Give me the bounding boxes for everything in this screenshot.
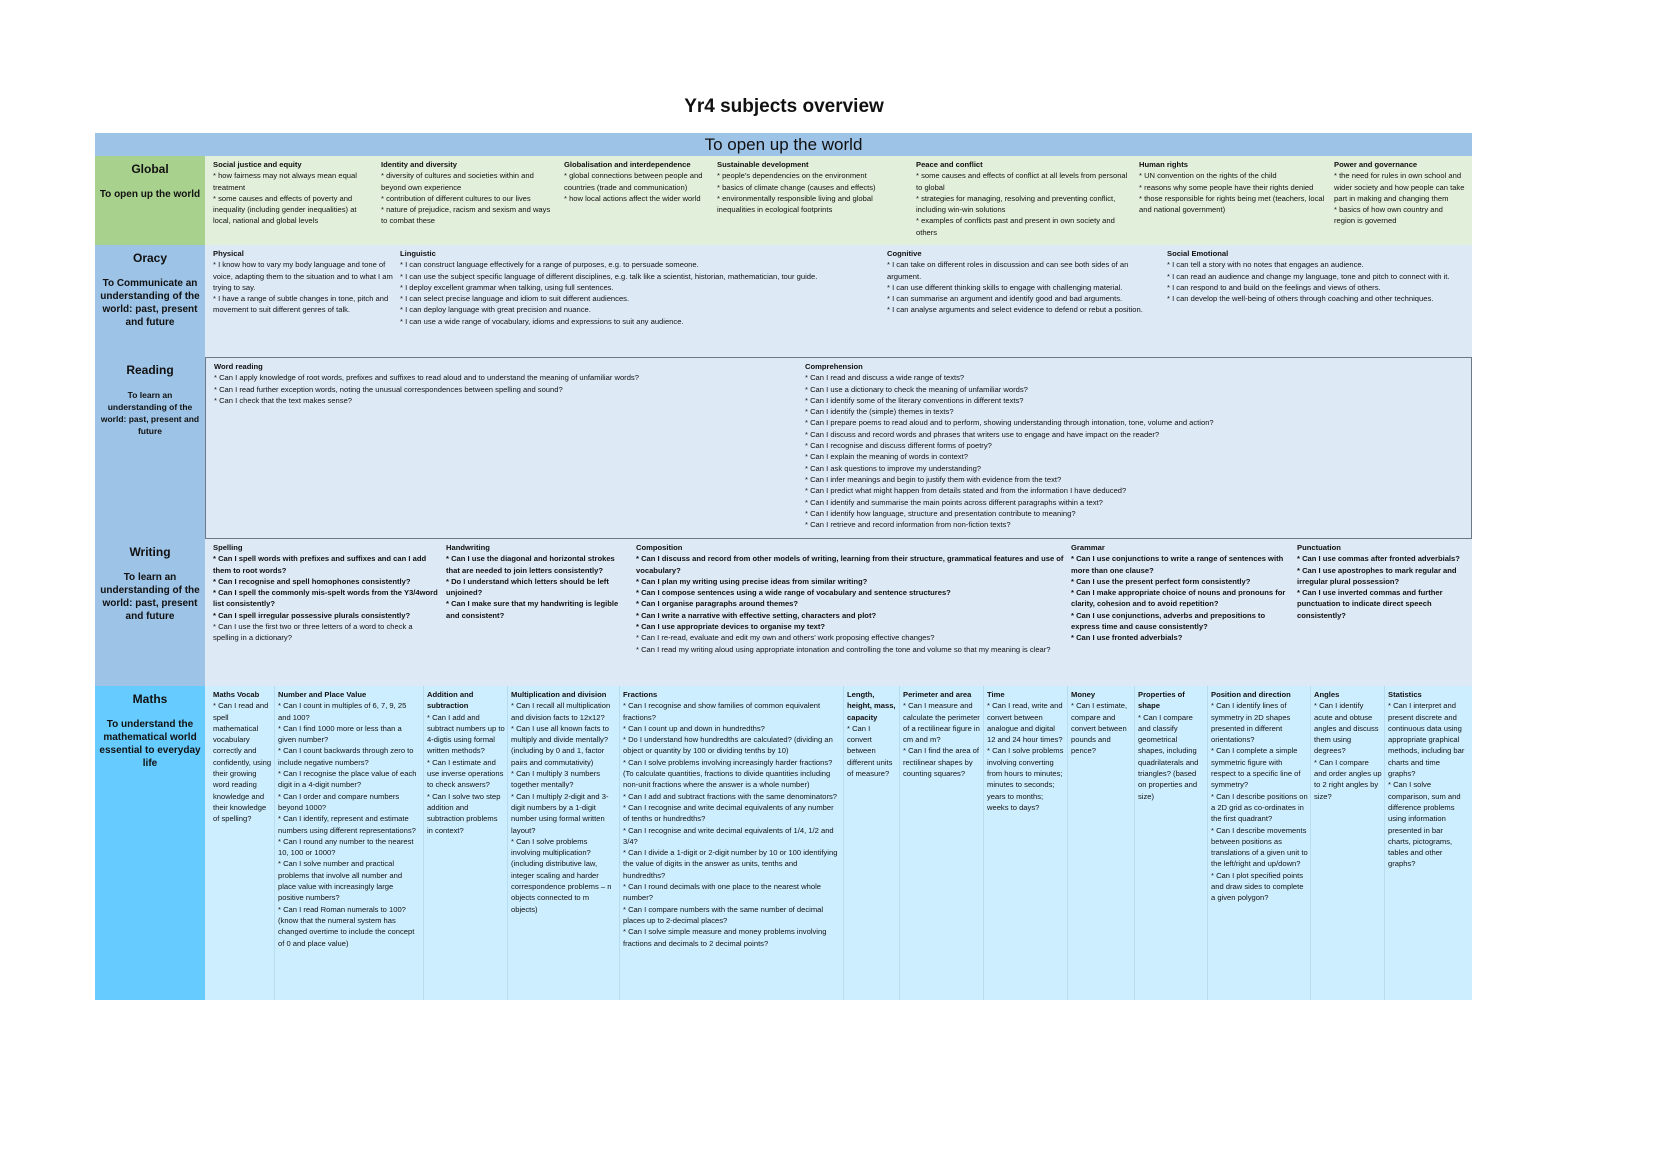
column-divider	[507, 686, 508, 1000]
strand-item: * Can I use the diagonal and horizontal strokes that are needed to join letters consistently?	[446, 554, 615, 575]
strand-item: * Can I multiply 3 numbers together mentally?	[511, 769, 601, 790]
strand-time	[987, 689, 1065, 813]
strand-item: * Can I explain the meaning of words in context?	[805, 452, 968, 462]
strand-item: * Can I recognise and show families of common equivalent fractions?	[623, 701, 821, 722]
strand-item: * Can I use commas after fronted adverbials?	[1297, 554, 1460, 564]
subject-label-cell	[95, 686, 205, 1000]
table-header: To open up the world	[95, 133, 1472, 156]
strand-item: * Can I compose sentences using a wide range of vocabulary and sentence structures?	[636, 588, 951, 598]
strand-item: * Can I use the present perfect form consistently?	[1071, 576, 1251, 586]
strand-item: * I can read an audience and change my language, tone and pitch to connect with it.	[1167, 271, 1450, 281]
strand-item: * Can I make sure that my handwriting is legible and consistent?	[446, 599, 619, 620]
strand-item: * nature of prejudice, racism and sexism and ways to combat these	[381, 205, 551, 226]
strand-item: * Can I add and subtract fractions with the same denominators?	[623, 791, 838, 801]
strand-peace-and-conflict	[916, 159, 1133, 238]
strand-item: * Can I identify lines of symmetry in 2D shapes presented in different orientations?	[1211, 701, 1291, 745]
strand-item: * Can I estimate and use inverse operations to check answers?	[427, 757, 504, 790]
strand-human-rights	[1139, 159, 1328, 215]
strand-grammar	[1071, 542, 1291, 644]
strand-length-height-mass-capacity	[847, 689, 897, 779]
strand-heading: Addition and subtraction	[427, 690, 474, 711]
strand-item: * Can I solve problems involving converting from hours to minutes; minutes to seconds; years to months; weeks to days?	[987, 746, 1064, 812]
strand-item: * Can I use a dictionary to check the meaning of unfamiliar words?	[805, 384, 1028, 394]
strand-item: * Can I discuss and record from other models of writing, learning from their structure, grammatical features and use of vocabulary?	[636, 554, 1064, 575]
subject-aim: To understand the mathematical world essential to everyday life	[99, 719, 201, 769]
strand-item: * I have a range of subtle changes in tone, pitch and movement to suit different genres of talk.	[213, 294, 389, 315]
strand-heading: Peace and conflict	[916, 160, 983, 169]
strand-item: * I can tell a story with no notes that engages an audience.	[1167, 260, 1364, 270]
strand-item: * Can I discuss and record words and phrases that writers use to engage and have impact on the reader?	[805, 429, 1160, 439]
strand-properties-of-shape	[1138, 689, 1205, 802]
subject-aim: To Communicate an understanding of the world: past, present and future	[100, 278, 200, 328]
strand-perimeter-and-area	[903, 689, 981, 779]
column-divider	[899, 686, 900, 1000]
strand-item: * Can I retrieve and record information from non-fiction texts?	[805, 520, 1011, 530]
strand-item: * Can I use appropriate devices to organise my text?	[636, 622, 826, 632]
strand-heading: Perimeter and area	[903, 690, 972, 699]
strand-item: * diversity of cultures and societies within and beyond own experience	[381, 171, 534, 192]
subject-content	[205, 245, 1472, 357]
subject-row-global	[95, 156, 1472, 245]
strand-item: * Can I complete a simple symmetric figure with respect to a specific line of symmetry?	[1211, 746, 1301, 790]
strand-power-and-governance	[1334, 159, 1466, 227]
subject-content	[205, 539, 1472, 686]
strand-item: * Can I count in multiples of 6, 7, 9, 25 and 100?	[278, 701, 407, 722]
strand-item: * I know how to vary my body language and tone of voice, adapting them to the situation and to what I am trying to say.	[213, 260, 393, 292]
strand-heading: Globalisation and interdependence	[564, 160, 691, 169]
strand-item: * basics of how own country and region is governed	[1334, 205, 1443, 226]
strand-heading: Identity and diversity	[381, 160, 457, 169]
strand-heading: Multiplication and division	[511, 690, 607, 699]
strand-item: * Can I infer meanings and begin to justify them with evidence from the text?	[805, 474, 1062, 484]
strand-item: * Can I read further exception words, noting the unusual correspondences between spelling and sound?	[214, 384, 563, 394]
subject-content	[205, 156, 1472, 245]
strand-item: * Can I round decimals with one place to the nearest whole number?	[623, 882, 821, 903]
strand-item: * Can I make appropriate choice of nouns and pronouns for clarity, cohesion and to avoid repetition?	[1071, 588, 1286, 609]
strand-item: * Can I read and discuss a wide range of texts?	[805, 373, 965, 383]
strand-item: * Can I compare and classify geometrical shapes, including quadrilaterals and triangles? (based on properties and size)	[1138, 712, 1199, 801]
strand-heading: Spelling	[213, 543, 243, 552]
strand-sustainable-development	[717, 159, 910, 215]
strand-heading: Angles	[1314, 690, 1340, 699]
strand-cognitive	[887, 248, 1161, 316]
strand-item: * Can I identify how language, structure and presentation contribute to meaning?	[805, 508, 1076, 518]
strand-item: * Can I describe movements between positions as translations of a given unit to the left/right and up/down?	[1211, 825, 1308, 869]
strand-heading: Physical	[213, 249, 244, 258]
strand-item: * Can I spell words with prefixes and suffixes and can I add them to root words?	[213, 554, 427, 575]
strand-social-emotional	[1167, 248, 1466, 304]
column-divider	[274, 686, 275, 1000]
strand-item: * Can I solve problems involving increasingly harder fractions? (To calculate quantities, fractions to divide quantities including non-unit fractions where the answer is a whole number)	[623, 757, 833, 790]
strand-heading: Money	[1071, 690, 1096, 699]
strand-heading: Sustainable development	[717, 160, 809, 169]
strand-item: * I can deploy language with great precision and nuance.	[400, 305, 591, 315]
subject-label-cell	[95, 156, 205, 245]
strand-item: * Can I use conjunctions, adverbs and prepositions to express time and cause consistently?	[1071, 610, 1266, 632]
strand-item: * contribution of different cultures to our lives	[381, 193, 531, 203]
strand-money	[1071, 689, 1132, 757]
strand-fractions	[623, 689, 841, 949]
subject-aim: To learn an understanding of the world: past, present and future	[100, 390, 200, 436]
column-divider	[423, 686, 424, 1000]
strand-item: * Can I spell irregular possessive plurals consistently?	[213, 610, 411, 620]
strand-item: * I can respond to and build on the feelings and views of others.	[1167, 282, 1381, 292]
strand-heading: Linguistic	[400, 249, 436, 258]
strand-item: * Can I solve two step addition and subtraction problems in context?	[427, 791, 501, 835]
strand-item: * Can I predict what might happen from details stated and from the information I have deduced?	[805, 486, 1127, 496]
strand-heading: Maths Vocab	[213, 690, 260, 699]
strand-item: * I can use different thinking skills to engage with challenging material.	[887, 282, 1123, 292]
strand-heading: Social justice and equity	[213, 160, 302, 169]
strand-heading: Fractions	[623, 690, 658, 699]
column-divider	[1310, 686, 1311, 1000]
strand-item: * Can I organise paragraphs around themes?	[636, 599, 799, 609]
strand-word-reading	[214, 361, 799, 406]
subject-name: Global	[131, 162, 169, 176]
strand-item: * Do I understand how hundredths are calculated? (dividing an object or quantity by 100 or dividing tenths by 10)	[623, 735, 833, 756]
strand-heading: Social Emotional	[1167, 249, 1229, 258]
strand-item: * Can I identify, represent and estimate numbers using different representations?	[278, 814, 416, 835]
strand-heading: Word reading	[214, 362, 263, 371]
column-divider	[1207, 686, 1208, 1000]
strand-item: * people’s dependencies on the environment	[717, 171, 867, 181]
strand-item: * Can I describe positions on a 2D grid as co-ordinates in the first quadrant?	[1211, 791, 1308, 824]
strand-item: * Can I order and compare numbers beyond 1000?	[278, 791, 400, 812]
strand-item: * Can I spell the commonly mis-spelt words from the Y3/4word list consistently?	[213, 588, 438, 609]
strand-item: * Can I use conjunctions to write a range of sentences with more than one clause?	[1071, 554, 1284, 575]
strand-item: * Do I understand which letters should be left unjoined?	[446, 576, 609, 598]
strand-comprehension	[805, 361, 1467, 530]
subject-label-cell	[95, 245, 205, 357]
strand-heading: Cognitive	[887, 249, 922, 258]
strand-spelling	[213, 542, 440, 644]
strand-item: * Can I solve comparison, sum and difference problems using information presented in bar charts, pictograms, tables and other graphs?	[1388, 780, 1461, 869]
strand-maths-vocab	[213, 689, 272, 825]
strand-item: * how local actions affect the wider world	[564, 193, 701, 203]
strand-item: * Can I solve number and practical problems that involve all number and place value with increasingly large positive numbers?	[278, 859, 403, 903]
strand-item: * Can I re-read, evaluate and edit my own and others’ work proposing effective changes?	[636, 633, 935, 643]
subject-name: Writing	[129, 545, 171, 559]
subject-content	[205, 357, 1472, 539]
strand-item: * Can I round any number to the nearest 10, 100 or 1000?	[278, 836, 414, 858]
subject-label-cell	[95, 357, 205, 539]
strand-item: * Can I interpret and present discrete and continuous data using appropriate graphical methods, including bar charts and time graphs?	[1388, 701, 1465, 779]
strand-item: * Can I recognise and write decimal equivalents of 1/4, 1/2 and 3/4?	[623, 825, 834, 846]
strand-item: * Can I use all known facts to multiply and divide mentally? (including by 0 and 1, factor pairs and commutativity)	[511, 723, 609, 767]
strand-item: * Can I plan my writing using precise ideas from similar writing?	[636, 576, 868, 586]
strand-item: * Can I estimate, compare and convert between pounds and pence?	[1071, 701, 1128, 756]
strand-multiplication-and-division	[511, 689, 617, 915]
strand-item: * Can I solve simple measure and money problems involving fractions and decimals to 2 decimal points?	[623, 927, 827, 948]
strand-item: * Can I count backwards through zero to include negative numbers?	[278, 746, 414, 767]
strand-addition-and-subtraction	[427, 689, 505, 836]
strand-heading: Power and governance	[1334, 160, 1418, 169]
subject-aim: To open up the world	[99, 189, 201, 200]
strand-item: * Can I find 1000 more or less than a given number?	[278, 723, 402, 745]
strand-heading: Position and direction	[1211, 690, 1291, 699]
strand-position-and-direction	[1211, 689, 1308, 904]
strand-item: * global connections between people and countries (trade and communication)	[564, 171, 703, 192]
subject-aim: To learn an understanding of the world: past, present and future	[100, 572, 200, 622]
subject-name: Maths	[132, 692, 168, 706]
strand-number-and-place-value	[278, 689, 421, 949]
strand-item: * Can I prepare poems to read aloud and to perform, showing understanding through intonation, tone, volume and action?	[805, 418, 1214, 428]
strand-item: * Can I recognise and spell homophones consistently?	[213, 576, 411, 586]
strand-heading: Composition	[636, 543, 683, 552]
strand-angles	[1314, 689, 1382, 802]
column-divider	[1384, 686, 1385, 1000]
strand-heading: Grammar	[1071, 543, 1105, 552]
strand-handwriting	[446, 542, 630, 621]
strand-item: * I can use the subject specific language of different disciplines, e.g. talk like a scientist, historian, mathematician, tour guide.	[400, 271, 818, 281]
strand-item: * Can I apply knowledge of root words, prefixes and suffixes to read aloud and to understand the meaning of unfamiliar words?	[214, 373, 639, 383]
page-title: Yr4 subjects overview	[684, 96, 884, 117]
strand-identity-and-diversity	[381, 159, 558, 227]
strand-item: * Can I add and subtract numbers up to 4-digtis using formal written methods?	[427, 712, 505, 756]
subject-row-oracy	[95, 245, 1472, 357]
strand-item: * I can select precise language and idiom to suit different audiences.	[400, 294, 630, 304]
strand-item: * Can I compare and order angles up to 2 right angles by size?	[1314, 757, 1382, 801]
strand-item: * Can I recall all multiplication and division facts to 12x12?	[511, 701, 611, 722]
strand-item: * Can I use the first two or three letters of a word to check a spelling in a dictionary?	[213, 622, 413, 643]
strand-heading: Punctuation	[1297, 543, 1341, 552]
strand-item: * Can I read my writing aloud using appropriate intonation and controlling the tone and volume so that my meaning is clear?	[636, 644, 1051, 654]
column-divider	[843, 686, 844, 1000]
strand-item: * some causes and effects of conflict at all levels from personal to global	[916, 171, 1128, 192]
strand-item: * Can I read Roman numerals to 100? (know that the numeral system has changed overtime to include the concept of 0 and place value)	[278, 904, 415, 948]
strand-item: * I deploy excellent grammar when talking, using full sentences.	[400, 282, 614, 292]
strand-item: * basics of climate change (causes and effects)	[717, 182, 876, 192]
strand-item: * Can I plot specified points and draw sides to complete a given polygon?	[1211, 870, 1304, 903]
subject-row-maths	[95, 686, 1472, 1000]
strand-item: * Can I ask questions to improve my understanding?	[805, 463, 982, 473]
strand-item: * the need for rules in own school and wider society and how people can take part in making and changing them	[1334, 171, 1465, 203]
strand-item: * Can I find the area of rectilinear shapes by counting squares?	[903, 746, 979, 779]
strand-item: * Can I use apostrophes to mark regular and irregular plural possession?	[1297, 565, 1457, 586]
strand-punctuation	[1297, 542, 1466, 621]
strand-item: * I can summarise an argument and identify good and bad arguments.	[887, 294, 1123, 304]
strand-item: * Can I read and spell mathematical vocabulary correctly and confidently, using their growing word reading knowledge and their knowledge of spelling?	[213, 701, 272, 824]
strand-statistics	[1388, 689, 1466, 870]
strand-item: * those responsible for rights being met (teachers, local and national government)	[1139, 193, 1325, 215]
strand-item: * I can analyse arguments and select evidence to defend or rebut a position.	[887, 305, 1143, 315]
strand-item: * strategies for managing, resolving and preventing conflict, including win-win solutions	[916, 193, 1116, 215]
strand-heading: Comprehension	[805, 362, 863, 371]
subject-label-cell	[95, 539, 205, 686]
column-divider	[619, 686, 620, 1000]
strand-physical	[213, 248, 394, 316]
strand-heading: Number and Place Value	[278, 690, 367, 699]
strand-composition	[636, 542, 1065, 655]
subject-row-reading	[95, 357, 1472, 539]
strand-item: * I can construct language effectively for a range of purposes, e.g. to persuade someone.	[400, 260, 699, 270]
strand-item: * Can I count up and down in hundredths?	[623, 723, 765, 733]
strand-item: * some causes and effects of poverty and inequality (including gender inequalities) at local, national and global levels	[213, 193, 357, 226]
subject-name: Reading	[126, 363, 174, 377]
strand-heading: Properties of shape	[1138, 690, 1185, 711]
strand-item: * Can I convert between different units of measure?	[847, 723, 893, 779]
strand-heading: Statistics	[1388, 690, 1422, 699]
strand-linguistic	[400, 248, 881, 327]
strand-item: * Can I multiply 2-digit and 3-digit numbers by a 1-digit number using formal written layout?	[511, 791, 609, 835]
strand-item: * Can I identify and summarise the main points across different paragraphs within a text?	[805, 497, 1103, 507]
strand-item: * UN convention on the rights of the child	[1139, 171, 1277, 181]
column-divider	[1134, 686, 1135, 1000]
strand-item: * Can I identify some of the literary conventions in different texts?	[805, 395, 1024, 405]
strand-item: * Can I compare numbers with the same number of decimal places up to 2-decimal places?	[623, 904, 824, 925]
subject-content	[205, 686, 1472, 1000]
strand-item: * Can I solve problems involving multiplication? (including distributive law, integer scaling and harder correspondence problems – n objects connected to m objects)	[511, 836, 612, 914]
column-divider	[1067, 686, 1068, 1000]
strand-item: * examples of conflicts past and present in own society and others	[916, 216, 1115, 237]
strand-item: * environmentally responsible living and global inequalities in ecological footprints	[717, 193, 873, 215]
strand-item: * Can I read, write and convert between analogue and digital 12 and 24 hour times?	[987, 701, 1063, 745]
strand-item: * Can I recognise the place value of each digit in a 4-digit number?	[278, 769, 417, 790]
strand-globalisation-and-interdependence	[564, 159, 711, 204]
strand-item: * Can I recognise and write decimal equivalents of any number of tenths or hundredths?	[623, 802, 834, 824]
subject-row-writing	[95, 539, 1472, 686]
strand-item: * Can I recognise and discuss different forms of poetry?	[805, 441, 992, 451]
strand-heading: Time	[987, 690, 1005, 699]
strand-heading: Human rights	[1139, 160, 1188, 169]
strand-item: * Can I write a narrative with effective setting, characters and plot?	[636, 610, 877, 620]
strand-item: * I can use a wide range of vocabulary, idioms and expressions to suit any audience.	[400, 316, 684, 326]
strand-item: * how fairness may not always mean equal treatment	[213, 171, 357, 192]
strand-item: * I can take on different roles in discussion and can see both sides of an argument.	[887, 260, 1129, 281]
strand-item: * Can I identify the (simple) themes in texts?	[805, 407, 954, 417]
subject-name: Oracy	[132, 251, 168, 265]
strand-item: * Can I divide a 1-digit or 2-digit number by 10 or 100 identifying the value of digits in the answer as units, tenths and hundredths?	[623, 848, 838, 880]
strand-item: * Can I identify acute and obtuse angles and discuss them using degrees?	[1314, 701, 1379, 756]
strand-social-justice-and-equity	[213, 159, 375, 227]
strand-item: * Can I measure and calculate the perimeter of a rectilinear figure in cm and m?	[903, 701, 980, 745]
strand-heading: Handwriting	[446, 543, 490, 552]
strand-item: * Can I use fronted adverbials?	[1071, 633, 1183, 643]
strand-item: * reasons why some people have their rights denied	[1139, 182, 1314, 192]
strand-item: * I can develop the well-being of others through coaching and other techniques.	[1167, 294, 1434, 304]
strand-item: * Can I use inverted commas and further punctuation to indicate direct speech consistently?	[1297, 588, 1443, 620]
strand-item: * Can I check that the text makes sense?	[214, 395, 353, 405]
strand-heading: Length, height, mass, capacity	[847, 690, 896, 722]
column-divider	[983, 686, 984, 1000]
